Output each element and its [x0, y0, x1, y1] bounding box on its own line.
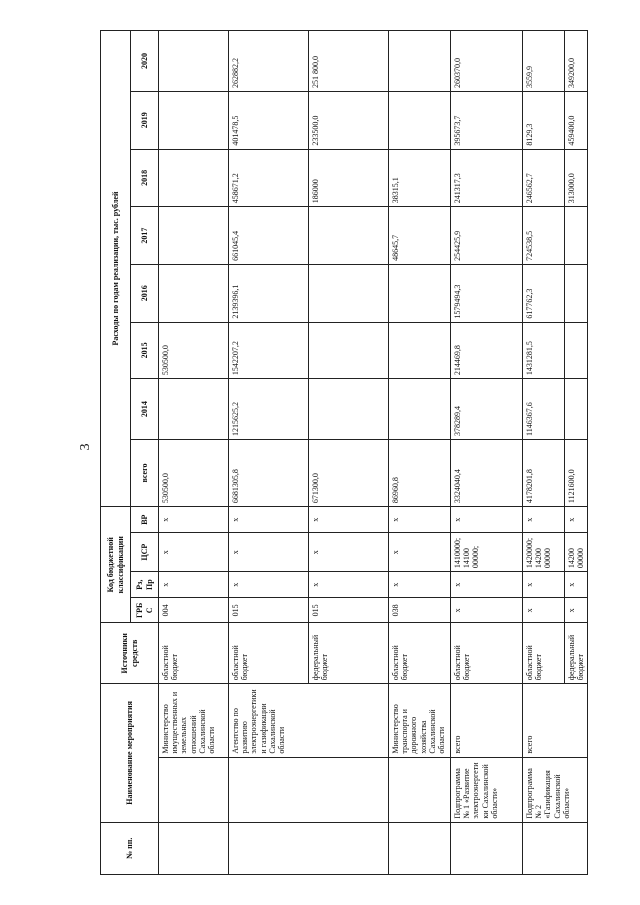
cell-2017: 661045,4 [229, 207, 309, 265]
table-body [159, 31, 588, 875]
cell-grbs: 004 [159, 598, 229, 623]
cell-2016 [389, 264, 451, 322]
cell-csr: x [309, 533, 389, 572]
cell-rz-pr: x [389, 572, 451, 598]
cell-executor: всего [523, 684, 588, 757]
cell-2015: 1542207,2 [229, 322, 309, 379]
rotated-page-area [100, 30, 586, 875]
cell-name [229, 757, 389, 822]
cell-2018: 458671,2 [229, 149, 309, 207]
cell-number [389, 822, 451, 874]
cell-2014 [389, 379, 451, 440]
cell-grbs: 015 [229, 598, 309, 623]
cell-2018: 241317,3 [451, 149, 523, 207]
cell-total: 671300,0 [309, 439, 389, 506]
cell-2017 [565, 207, 588, 265]
cell-number [523, 822, 588, 874]
cell-source: областной бюджет [389, 623, 451, 684]
cell-2016: 1579494,3 [451, 264, 523, 322]
cell-total: 530500,0 [159, 439, 229, 506]
cell-2014: 378289,4 [451, 379, 523, 440]
cell-source: областной бюджет [159, 623, 229, 684]
cell-2015: 530500,0 [159, 322, 229, 379]
cell-source: федеральный бюджет [565, 623, 588, 684]
header-vr: ВР [131, 507, 159, 533]
table-row [159, 31, 229, 875]
header-rz-pr: Рз, Пр [131, 572, 159, 598]
header-code-group: Код бюджетной классификации [101, 507, 131, 623]
cell-2017: 254425,9 [451, 207, 523, 265]
cell-2017: 48645,7 [389, 207, 451, 265]
cell-name: Подпрограмма № 1 «Развитие электроэнергетики Сахалинской области» [451, 757, 523, 822]
cell-2019: 395673,7 [451, 91, 523, 149]
cell-2019: 233500,0 [309, 91, 389, 149]
cell-name [159, 757, 229, 822]
cell-2016: 617762,3 [523, 264, 565, 322]
cell-2014 [565, 379, 588, 440]
header-year-2014: 2014 [131, 379, 159, 440]
page-number: 3 [78, 443, 93, 451]
cell-rz-pr: x [523, 572, 565, 598]
cell-vr: x [565, 507, 588, 533]
cell-2015: 214469,8 [451, 322, 523, 379]
cell-rz-pr: x [309, 572, 389, 598]
cell-2018: 313000,0 [565, 149, 588, 207]
cell-2014: 1215625,2 [229, 379, 309, 440]
cell-total: 86960,8 [389, 439, 451, 506]
cell-csr: x [229, 533, 309, 572]
cell-vr: x [451, 507, 523, 533]
cell-rz-pr: x [565, 572, 588, 598]
cell-total: 3324040,4 [451, 439, 523, 506]
cell-total: 4178201,8 [523, 439, 565, 506]
cell-executor: Министерство транспорта и дорожного хозяйства Сахалинской области [389, 684, 451, 757]
cell-total: 6681305,8 [229, 439, 309, 506]
cell-grbs: 015 [309, 598, 389, 623]
cell-2019: 401478,5 [229, 91, 309, 149]
table-row [451, 31, 523, 875]
cell-2020 [389, 31, 451, 92]
cell-csr: 14200 00000 [565, 533, 588, 572]
cell-source: областной бюджет [229, 623, 309, 684]
cell-executor: Министерство имущественных и земельных отношений Сахалинской области [159, 684, 229, 757]
header-year-2015: 2015 [131, 322, 159, 379]
cell-2014 [159, 379, 229, 440]
cell-2015 [309, 322, 389, 379]
cell-csr: x [159, 533, 229, 572]
header-number: № пп. [101, 822, 159, 874]
cell-2019: 8129,3 [523, 91, 565, 149]
cell-2018 [159, 149, 229, 207]
cell-source: областной бюджет [523, 623, 565, 684]
cell-executor: всего [451, 684, 523, 757]
table-row [389, 31, 451, 875]
rotated-table-container [100, 30, 586, 875]
cell-executor: Агентство по развитию электроэнергетики и газификации Сахалинской области [229, 684, 389, 757]
cell-2016 [159, 264, 229, 322]
cell-2020: 3559,9 [523, 31, 565, 92]
cell-vr: x [523, 507, 565, 533]
header-year-2016: 2016 [131, 264, 159, 322]
header-total: всего [131, 439, 159, 506]
cell-2018: 186000 [309, 149, 389, 207]
cell-2016 [565, 264, 588, 322]
header-year-2018: 2018 [131, 149, 159, 207]
cell-name: Подпрограмма № 2 «Газификация Сахалинской области» [523, 757, 588, 822]
cell-source: областной бюджет [451, 623, 523, 684]
cell-2020: 251 800,0 [309, 31, 389, 92]
table-row [229, 31, 309, 875]
header-source: Источники средств [101, 623, 159, 684]
cell-name [389, 757, 451, 822]
cell-number [229, 822, 389, 874]
cell-grbs: x [451, 598, 523, 623]
header-expenses-group: Расходы по годам реализации, тыс. рублей [101, 31, 131, 507]
cell-csr: 1420000; 14200 00000 [523, 533, 565, 572]
cell-total: 1121600,0 [565, 439, 588, 506]
cell-2014: 1146367,6 [523, 379, 565, 440]
cell-number [159, 822, 229, 874]
cell-2020: 349200,0 [565, 31, 588, 92]
table-row [523, 31, 565, 875]
cell-rz-pr: x [451, 572, 523, 598]
cell-rz-pr: x [159, 572, 229, 598]
cell-grbs: x [523, 598, 565, 623]
cell-number [451, 822, 523, 874]
cell-2016: 2139396,1 [229, 264, 309, 322]
cell-2018: 246562,7 [523, 149, 565, 207]
cell-grbs: x [565, 598, 588, 623]
cell-grbs: 038 [389, 598, 451, 623]
cell-2020 [159, 31, 229, 92]
cell-vr: x [229, 507, 309, 533]
cell-2017: 724538,5 [523, 207, 565, 265]
header-year-2017: 2017 [131, 207, 159, 265]
header-year-2020: 2020 [131, 31, 159, 92]
cell-csr: 1410000; 14100 00000; [451, 533, 523, 572]
cell-2015 [389, 322, 451, 379]
cell-2015 [565, 322, 588, 379]
cell-2016 [309, 264, 389, 322]
table-header [101, 31, 159, 875]
header-grbs: ГРБС [131, 598, 159, 623]
cell-vr: x [309, 507, 389, 533]
cell-vr: x [159, 507, 229, 533]
cell-2017 [159, 207, 229, 265]
cell-2019 [389, 91, 451, 149]
header-year-2019: 2019 [131, 91, 159, 149]
cell-vr: x [389, 507, 451, 533]
cell-rz-pr: x [229, 572, 309, 598]
cell-source: федеральный бюджет [309, 623, 389, 684]
cell-csr: x [389, 533, 451, 572]
header-csr: ЦСР [131, 533, 159, 572]
cell-2020: 262882,2 [229, 31, 309, 92]
cell-2017 [309, 207, 389, 265]
budget-table [100, 30, 588, 875]
cell-2019: 459400,0 [565, 91, 588, 149]
header-name: Наименование мероприятия [101, 684, 159, 822]
cell-2015: 1431281,5 [523, 322, 565, 379]
cell-2018: 38315,1 [389, 149, 451, 207]
cell-2020: 260370,0 [451, 31, 523, 92]
cell-2014 [309, 379, 389, 440]
cell-2019 [159, 91, 229, 149]
